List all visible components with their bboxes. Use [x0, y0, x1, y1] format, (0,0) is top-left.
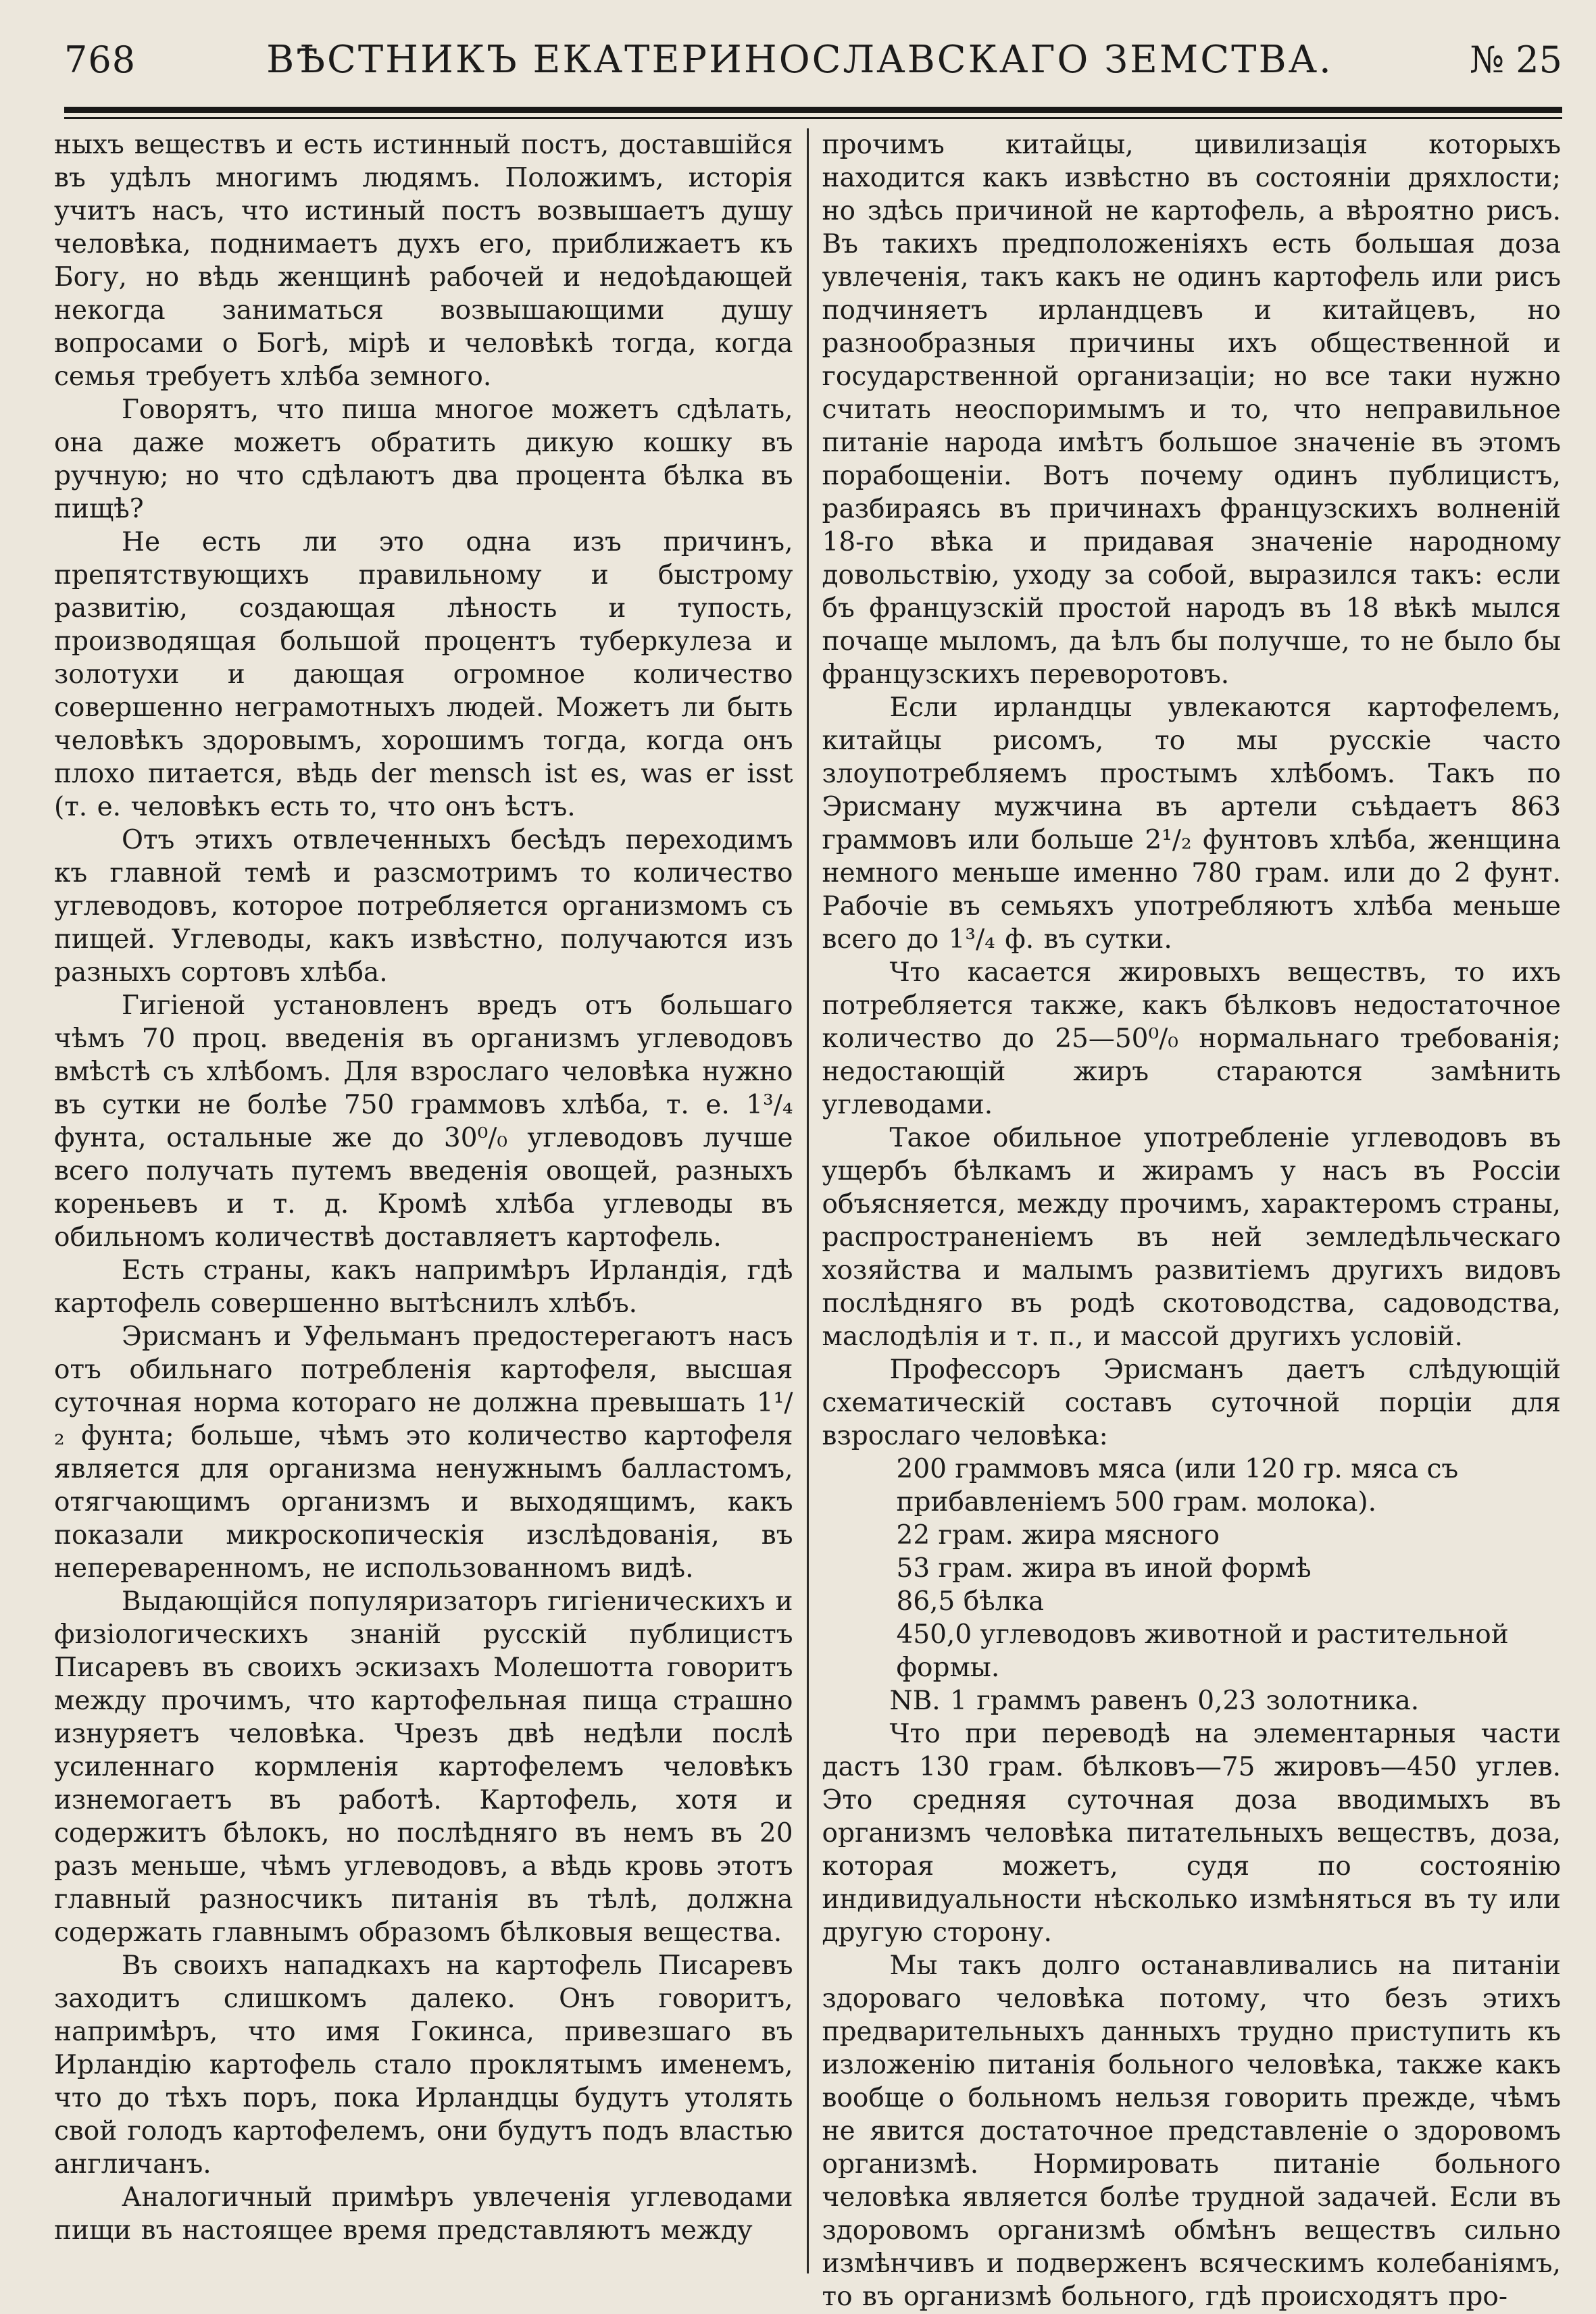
right-column: [809, 128, 1562, 2312]
paragraph: Выдающійся популяризаторъ гигіеническихъ и физіологическихъ знаній русскій публицистъ Писаревъ въ своихъ эскизахъ Молешотта говоритъ между прочимъ, что картофельная пища страшно изнуряетъ человѣка. Чрезъ двѣ недѣли послѣ усиленнаго кормленія картофелемъ человѣкъ изнемогаетъ въ работѣ. Картофель, хотя и содержитъ бѣлокъ, но послѣдняго въ немъ въ 20 разъ меньше, чѣмъ углеводовъ, а вѣдь кровь этотъ главный разносчикъ питанія въ тѣлѣ, должна содержать главнымъ образомъ бѣлковыя вещества.: [54, 1586, 793, 1948]
paragraph: ныхъ веществъ и есть истинный постъ, доставшійся въ удѣлъ многимъ людямъ. Положимъ, исторія учитъ насъ, что истиный постъ возвышаетъ душу человѣка, поднимаетъ духъ его, приближаетъ къ Богу, но вѣдь женщинѣ рабочей и недоѣдающей некогда заниматься возвышающими душу вопросами о Богѣ, мірѣ и человѣкѣ тогда, когда семья требуетъ хлѣба земного.: [54, 130, 793, 392]
header-rule-thick: [64, 107, 1562, 113]
paragraph: Въ своихъ нападкахъ на картофель Писаревъ заходитъ слишкомъ далеко. Онъ говоритъ, напримѣръ, что имя Гокинса, привезшаго въ Ирландію картофель стало проклятымъ именемъ, что до тѣхъ поръ, пока Ирландцы будутъ утолять свой голодъ картофелемъ, они будутъ подъ властью англичанъ.: [54, 1951, 793, 2180]
issue-number: № 25: [1470, 38, 1562, 81]
ration-line: 450,0 углеводовъ животной и растительной формы.: [896, 1619, 1509, 1683]
paragraph: Профессоръ Эрисманъ даетъ слѣдующій схематическій составъ суточной порціи для взрослаго человѣка:: [822, 1355, 1562, 1451]
ration-line: 86,5 бѣлка: [896, 1586, 1045, 1617]
paragraph: NB. 1 граммъ равенъ 0,23 золотника.: [889, 1686, 1420, 1716]
ration-line: 22 грам. жира мясного: [896, 1520, 1220, 1551]
paragraph: прочимъ китайцы, цивилизація которыхъ находится какъ извѣстно въ состояніи дряхлости; но здѣсь причиной не картофель, а вѣроятно рисъ. Въ такихъ предположеніяхъ есть большая доза увлеченія, такъ какъ не одинъ картофель или рисъ подчиняетъ ирландцевъ и китайцевъ, но разнообразныя причины ихъ общественной и государственной организаціи; но все таки нужно считать неоспоримымъ и то, что неправильное питаніе народа имѣтъ большое значеніе въ этомъ порабощеніи. Вотъ почему одинъ публицистъ, разбираясь въ причинахъ французскихъ волненій 18-го вѣка и придавая значеніе народному довольствію, уходу за собой, выразился такъ: если бъ французскій простой народъ въ 18 вѣкѣ мылся почаще мыломъ, да ѣлъ бы получше, то не было бы французскихъ переворотовъ.: [822, 130, 1562, 690]
paragraph: Эрисманъ и Уфельманъ предостерегаютъ насъ отъ обильнаго потребленія картофеля, высшая суточная норма котораго не должна превышать 1¹/₂ фунта; больше, чѣмъ это количество картофеля является для организма ненужнымъ балластомъ, отягчающимъ организмъ и выходящимъ, какъ показали микроскопическія изслѣдованія, въ непереваренномъ, не использованномъ видѣ.: [54, 1322, 793, 1584]
text-columns: [54, 128, 1562, 2312]
header-rule-thin: [64, 117, 1562, 119]
paragraph: Что при переводѣ на элементарныя части дастъ 130 грам. бѣлковъ—75 жировъ—450 углев. Это средняя суточная доза вводимыхъ въ организмъ человѣка питательныхъ веществъ, доза, которая можетъ, судя по состоянію индивидуальности нѣсколько измѣняться въ ту или другую сторону.: [822, 1719, 1562, 1948]
journal-title: ВѢСТНИКЪ ЕКАТЕРИНОСЛАВСКАГО ЗЕМСТВА.: [266, 37, 1333, 82]
paragraph: Что касается жировыхъ веществъ, то ихъ потребляется также, какъ бѣлковъ недостаточное количество до 25—50⁰/₀ нормальнаго требованія; недостающій жиръ стараются замѣнить углеводами.: [822, 957, 1562, 1120]
paragraph: Есть страны, какъ напримѣръ Ирландія, гдѣ картофель совершенно вытѣснилъ хлѣбъ.: [54, 1255, 793, 1319]
paragraph: Говорятъ, что пиша многое можетъ сдѣлать, она даже можетъ обратить дикую кошку въ ручную; но что сдѣлаютъ два процента бѣлка въ пищѣ?: [54, 395, 793, 524]
paragraph: Отъ этихъ отвлеченныхъ бесѣдъ переходимъ къ главной темѣ и разсмотримъ то количество углеводовъ, которое потребляется организмомъ съ пищей. Углеводы, какъ извѣстно, получаются изъ разныхъ сортовъ хлѣба.: [54, 825, 793, 988]
paragraph: Гигіеной установленъ вредъ отъ большаго чѣмъ 70 проц. введенія въ организмъ углеводовъ вмѣстѣ съ хлѣбомъ. Для взрослаго человѣка нужно въ сутки не болѣе 750 граммовъ хлѣба, т. е. 1³/₄ фунта, остальные же до 30⁰/₀ углеводовъ лучше всего получать путемъ введенія овощей, разныхъ кореньевъ и т. д. Кромѣ хлѣба углеводы въ обильномъ количествѣ доставляетъ картофель.: [54, 990, 793, 1253]
ration-line: 53 грам. жира въ иной формѣ: [896, 1553, 1312, 1584]
paragraph: Не есть ли это одна изъ причинъ, препятствующихъ правильному и быстрому развитію, создающая лѣность и тупость, производящая большой процентъ туберкулеза и золотухи и дающая огромное количество совершенно неграмотныхъ людей. Можетъ ли быть человѣкъ здоровымъ, хорошимъ тогда, когда онъ плохо питается, вѣдь der mensch ist es, was er isst (т. е. человѣкъ есть то, что онъ ѣстъ.: [54, 527, 793, 822]
page-header: [64, 32, 1562, 86]
paragraph: Если ирландцы увлекаются картофелемъ, китайцы рисомъ, то мы русскіе часто злоупотребляемъ простымъ хлѣбомъ. Такъ по Эрисману мужчина въ артели съѣдаетъ 863 граммовъ или больше 2¹/₂ фунтовъ хлѣба, женщина немного меньше именно 780 грам. или до 2 фунт. Рабочіе въ семьяхъ употребляютъ хлѣба меньше всего до 1³/₄ ф. въ сутки.: [822, 693, 1562, 955]
paragraph: Мы такъ долго останавливались на питаніи здороваго человѣка потому, что безъ этихъ предварительныхъ данныхъ трудно приступить къ изложенію питанія больного человѣка, также какъ вообще о больномъ нельзя говорить прежде, чѣмъ не явится достаточное представленіе о здоровомъ организмѣ. Нормировать питаніе больного человѣка является болѣе трудной задачей. Если въ здоровомъ организмѣ обмѣнъ веществъ сильно измѣнчивъ и подверженъ всяческимъ колебаніямъ, то въ организмѣ больного, гдѣ происходятъ про-: [822, 1951, 1562, 2312]
paragraph: Такое обильное употребленіе углеводовъ въ ущербъ бѣлкамъ и жирамъ у насъ въ Россіи объясняется, между прочимъ, характеромъ страны, распространеніемъ въ ней земледѣльческаго хозяйства и малымъ развитіемъ другихъ видовъ послѣдняго въ родѣ скотоводства, садоводства, маслодѣлія и т. п., и массой другихъ условій.: [822, 1123, 1562, 1352]
left-column: [54, 128, 807, 2273]
ration-line: 200 граммовъ мяса (или 120 гр. мяса съ прибавленіемъ 500 грам. молока).: [896, 1454, 1459, 1517]
paragraph: Аналогичный примѣръ увлеченія углеводами пищи въ настоящее время представляютъ между: [54, 2182, 793, 2246]
page-number: 768: [64, 38, 136, 81]
